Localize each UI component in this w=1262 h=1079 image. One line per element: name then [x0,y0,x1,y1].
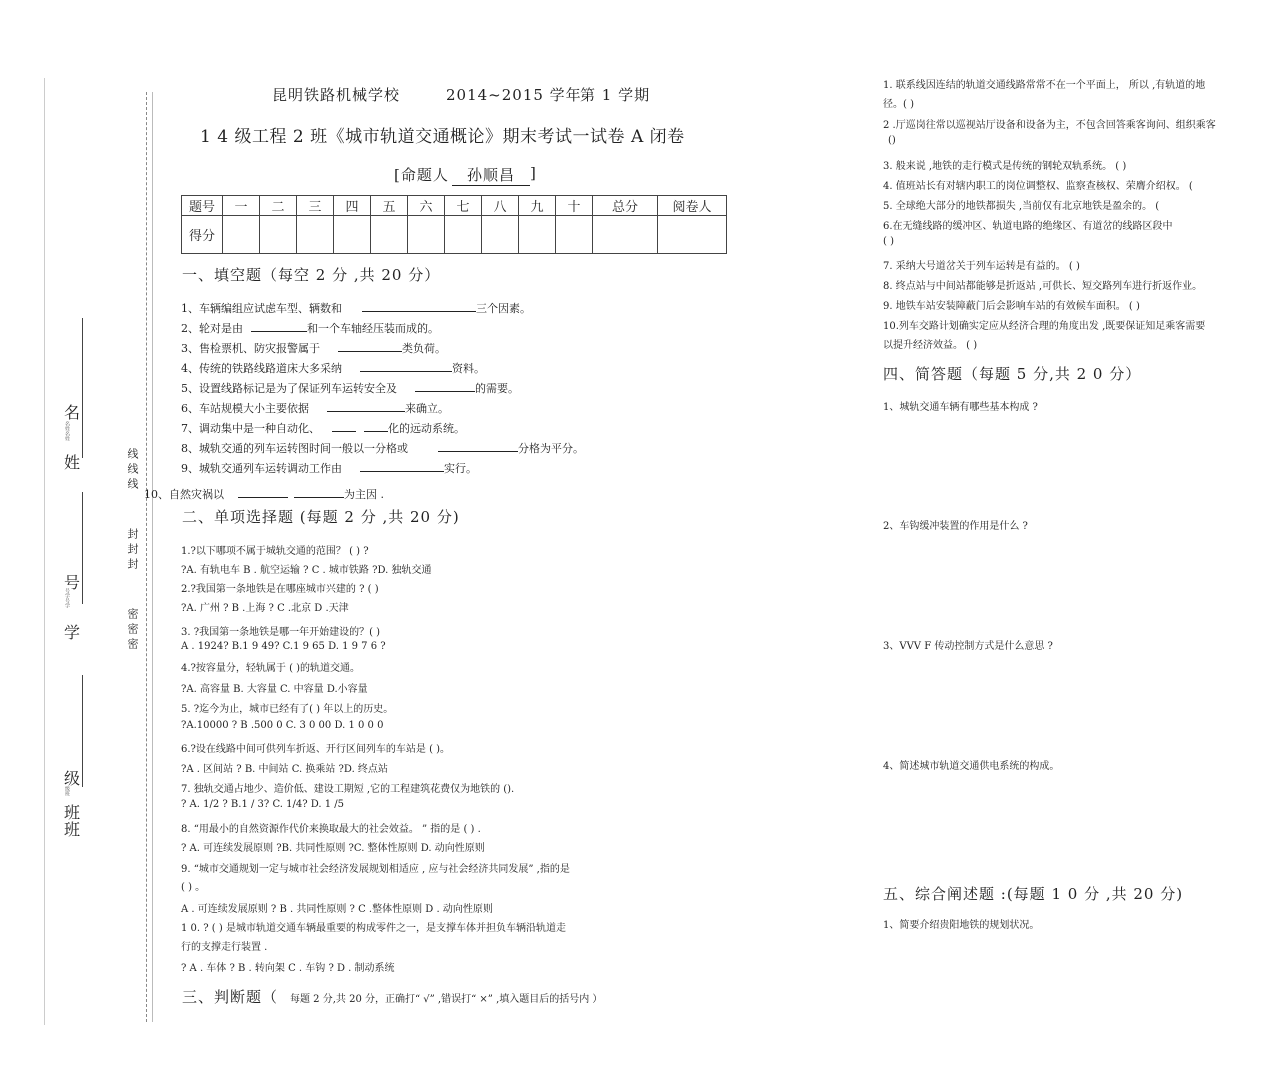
tf-line: () [888,135,896,146]
options-line: A . 可连续发展原则 ? B . 共同性原则 ? C .整体性原则 D . 动向性原则 [181,904,493,915]
item-text: 8、城轨交通的列车运转图时间一般以一分格或 [181,442,408,455]
question-line: 1.?以下哪项不属于城轨交通的范围？ ( ) ? [181,546,369,557]
name-small-label: 名姓名姓 [64,421,70,441]
seal-secret-label: 密密密 [126,608,139,653]
item-text: 和一个车轴经压装而成的。 [307,322,439,335]
tf-line: ( ) [883,236,894,247]
term: 第 1 学期 [580,86,651,104]
question-line: 9. “城市交通规划一定与城市社会经济发展规划相适应 , 应与社会经济共同发展” ,指的是 [181,864,570,875]
item-text: 资料。 [452,362,485,375]
score-header-cell: 四 [334,196,371,216]
tf-line: 2 .厅巡岗往常以巡视站厅设备和设备为主，不包含回答乘客询问、组织乘客 [883,120,1216,131]
tf-line: 7. 采纳大号道岔关于列车运转是有益的。 ( ) [883,261,1080,272]
item-text: 的需要。 [475,382,519,395]
name-label: 名 [64,403,81,422]
tf-line: 1. 联系线因连结的轨道交通线路常常不在一个平面上， 所以 ,有轨道的地 [883,80,1206,91]
short-answer-question: 3、VVV F 传动控制方式是什么意思 ? [883,641,1053,652]
tf-line: 6.在无缝线路的缓冲区、轨道电路的绝缘区、有道岔的线路区段中 [883,221,1173,232]
surname-label: 姓 [64,453,81,472]
item-text: 三个因素。 [476,302,531,315]
seal-line-label: 线线线 [126,448,139,493]
study-label: 学 [64,623,81,642]
tf-line: 4. 值班站长有对辖内职工的岗位调整权、监察查核权、荣膺介绍权。 ( [883,181,1193,192]
question-line: 3. ?我国第一条地铁是哪一年开始建设的？( ) [181,627,381,638]
item-text: 6、车站规模大小主要依据 [181,402,309,415]
options-line: ?A. 广州 ? B .上海 ? C .北京 D .天津 [181,603,349,614]
number-label: 号 [64,573,81,592]
options-line: ? A. 1/2 ? B.1 / 3? C. 1/4? D. 1 /5 [181,799,345,810]
school-name: 昆明铁路机械学校 [272,86,401,104]
essay-question: 1、简要介绍贵阳地铁的规划状况。 [883,920,1040,931]
score-header-cell: 十 [556,196,593,216]
item-text: 为主因 . [344,488,384,501]
tf-line: 8. 终点站与中间站都能够是折返站 ,可供长、短交路列车进行折返作业。 [883,281,1203,292]
tf-line: 以提升经济效益。 ( ) [883,340,978,351]
short-answer-question: 1、城轨交通车辆有哪些基本构成 ? [883,402,1038,413]
section-title: 一、填空题（每空 2 分 ,共 20 分） [182,266,441,284]
score-header-cell: 题号 [182,196,223,216]
exam-title: 1 4 级工程 2 班《城市轨道交通概论》期末考试一试卷 A 闭卷 [200,127,685,147]
options-line: ?A.10000 ? B .500 0 C. 3 0 00 D. 1 0 0 0 [181,720,384,731]
item-text: 10、自然灾祸以 [144,488,224,501]
seal-seal-label: 封封封 [126,528,139,573]
score-header-cell: 七 [445,196,482,216]
author-end: ] [530,164,537,182]
item-text: 实行。 [444,462,477,475]
options-line: ?A. 有轨电车 B . 航空运输 ? C . 城市铁路 ?D. 独轨交通 [181,565,432,576]
item-text: 7、调动集中是一种自动化、 [181,422,320,435]
question-line: 5. ?迄今为止，城市已经有了( ) 年以上的历史。 [181,704,394,715]
item-text: 类负荷。 [402,342,446,355]
options-line: ? A . 车体 ? B . 转向架 C . 车钩 ? D . 制动系统 [181,963,395,974]
section-title: 四、简答题（每题 5 分,共 2 0 分） [883,365,1142,383]
item-text: 2、轮对是由 [181,322,243,335]
score-header-cell: 九 [519,196,556,216]
section-title: 二、单项选择题 (每题 2 分 ,共 20 分) [182,508,460,526]
class-label-2: 班 [64,820,81,839]
score-header-cell: 一 [223,196,260,216]
question-line: ( ) 。 [181,882,206,893]
item-text: 5、设置线路标记是为了保证列车运转安全及 [181,382,397,395]
number-small-label: 号学号学 [64,588,70,608]
section-note: 每题 2 分,共 20 分，正确打“ √” ,错误打“ ×” ,填入题目后的括号内 ） [290,994,603,1005]
item-text: 1、车辆编组应试虑车型、辆数和 [181,302,342,315]
score-header-cell: 六 [408,196,445,216]
section-title: 三、判断题（ [182,988,279,1006]
item-text: 化的远动系统。 [388,422,465,435]
item-text: 9、城轨交通列车运转调动工作由 [181,462,342,475]
score-header-cell: 总分 [593,196,658,216]
options-line: ?A. 高容量 B. 大容量 C. 中容量 D.小容量 [181,684,368,695]
question-line: 行的支撑走行装置 . [181,942,268,953]
question-line: 7. 独轨交通占地少、造价低、建设工期短 ,它的工程建筑花费仅为地铁的 (). [181,784,515,795]
score-header-cell: 五 [371,196,408,216]
tf-line: 径。( ) [883,99,914,110]
question-line: 4.?按容量分，轻轨属于 ( )的轨道交通。 [181,663,361,674]
question-line: 6.?设在线路中间可供列车折返、开行区间列车的车站是 ( )。 [181,744,451,755]
item-text: 4、传统的铁路线路道床大多采纳 [181,362,342,375]
score-header-cell: 八 [482,196,519,216]
tf-line: 5. 全球绝大部分的地铁都损失 ,当前仅有北京地铁是盈余的。 ( [883,201,1160,212]
question-line: 1 0. ? ( ) 是城市轨道交通车辆最重要的构成零件之一，是支撑车体并担负车辆沿轨道走 [181,923,566,934]
item-text: 3、售检票机、防灾报警属于 [181,342,320,355]
score-header-cell: 阅卷人 [658,196,727,216]
options-line: ? A. 可连续发展原则 ?B. 共同性原则 ?C. 整体性原则 D. 动向性原则 [181,843,485,854]
tf-line: 9. 地铁车站安装障蔽门后会影响车站的有效候车面积。 ( ) [883,301,1140,312]
options-line: A . 1924? B.1 9 49? C.1 9 65 D. 1 9 7 6 ? [181,641,386,652]
author-name: 孙顺昌 [452,164,530,186]
score-row-label: 得分 [182,216,223,254]
tf-line: 3. 般来说 ,地铁的走行模式是传统的钢轮双轨系统。 ( ) [883,161,1127,172]
grade-label: 级 [64,769,81,788]
tf-line: 10.列车交路计划确实定应从经济合理的角度出发 ,既要保证知足乘客需要 [883,321,1206,332]
item-text: 分格为平分。 [518,442,584,455]
score-header-cell: 二 [260,196,297,216]
author-label: [命题人 [394,166,449,184]
item-text: 来确立。 [405,402,449,415]
question-line: 8. “用最小的自然资源作代价来换取最大的社会效益。 ” 指的是 ( ) . [181,824,481,835]
academic-year: 2014~2015 学年 [446,86,582,104]
score-header-cell: 三 [297,196,334,216]
options-line: ?A . 区间站 ? B. 中间站 C. 换乘站 ?D. 终点站 [181,764,388,775]
question-line: 2.?我国第一条地铁是在哪座城市兴建的 ? ( ) [181,584,379,595]
grade-small-label: 级班 [64,786,70,796]
class-label-1: 班 [64,803,81,822]
short-answer-question: 4、简述城市轨道交通供电系统的构成。 [883,761,1060,772]
short-answer-question: 2、车钩缓冲装置的作用是什么 ? [883,521,1028,532]
section-title: 五、综合阐述题 :(每题 1 0 分 ,共 20 分) [883,885,1184,903]
